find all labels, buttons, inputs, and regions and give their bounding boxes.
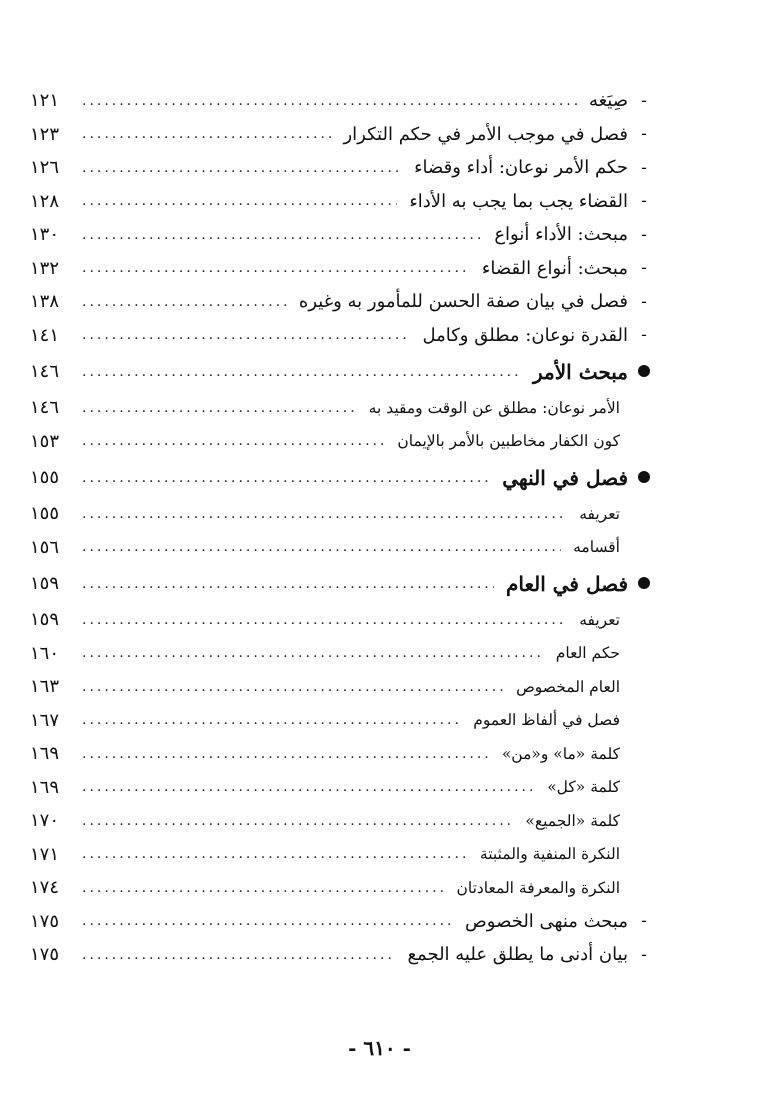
entry-page-number: ١٧٠ [30,810,60,832]
entry-page-number: ١٢٦ [30,157,60,179]
entry-title: القضاء يجب بما يجب به الأداء [409,190,628,212]
dot-leader [82,506,567,522]
entry-page-number: ١٧٤ [30,877,60,899]
entry-page-number: ١٥٥ [30,503,60,525]
toc-entry [30,458,660,497]
entry-marker: - [641,911,647,932]
entry-title: العام المخصوص [516,677,620,696]
dot-leader [82,947,395,963]
entry-title: النكرة المنفية والمثبتة [479,845,620,864]
dot-leader [82,539,561,555]
entry-page-number: ١٦٣ [30,676,60,698]
dot-leader [82,913,453,929]
toc-entry [30,319,660,353]
entry-marker: - [641,258,647,279]
entry-title: أقسامه [573,538,620,557]
toc-entry [30,804,660,838]
toc-entry [30,391,660,425]
dot-leader [82,294,287,310]
entry-title: الأمر نوعان: مطلق عن الوقت ومقيد به [368,398,620,417]
entry-page-number: ١٥٣ [30,430,60,452]
toc-entry [30,218,660,252]
toc-entry [30,84,660,118]
dot-leader [82,193,397,209]
entry-title: بيان أدنى ما يطلق عليه الجمع [407,944,628,966]
dot-leader [82,126,331,142]
entry-page-number: ١٢٣ [30,123,60,145]
dot-leader [82,612,567,628]
entry-title: كلمة «كل» [547,778,620,797]
dot-leader [82,813,513,829]
toc-entry [30,704,660,738]
entry-title: فصل في ألفاظ العموم [473,711,620,730]
dot-leader [82,712,461,728]
dot-leader [82,779,535,795]
entry-title: مبحث الأمر [533,359,628,384]
toc-entry [30,603,660,637]
entry-title: النكرة والمعرفة المعادتان [456,878,620,897]
entry-page-number: ١٧٥ [30,910,60,932]
entry-marker: - [641,124,647,145]
entry-title: صِيَغه [588,90,628,112]
entry-page-number: ١٦٩ [30,743,60,765]
toc-entry [30,905,660,939]
toc-entry [30,871,660,905]
dot-leader [82,846,468,862]
entry-title: كون الكفار مخاطبين بالأمر بالإيمان [397,432,620,451]
dot-leader [82,645,544,661]
entry-page-number: ١٤١ [30,324,60,346]
entry-title: كلمة «الجميع» [525,811,620,830]
entry-page-number: ١٥٦ [30,536,60,558]
entry-page-number: ١٣٠ [30,224,60,246]
dot-leader [82,746,490,762]
entry-title: القدرة نوعان: مطلق وكامل [422,324,628,346]
toc-entry [30,151,660,185]
dot-leader [82,327,410,343]
toc-entry [30,252,660,286]
entry-title: تعريفه [579,504,620,523]
entry-page-number: ١٦٠ [30,642,60,664]
bullet-dot [638,365,650,377]
entry-title: مبحث: أنواع القضاء [481,257,628,279]
dot-leader [82,433,385,449]
toc-entry [30,564,660,603]
entry-page-number: ١٤٦ [30,397,60,419]
dot-leader [82,260,470,276]
entry-title: مبحث منهى الخصوص [465,910,628,932]
entry-page-number: ١٥٥ [30,467,60,488]
bullet-dot [638,577,650,589]
entry-marker: - [641,157,647,178]
toc-entry [30,771,660,805]
toc-entry [30,737,660,771]
bullet-icon [628,362,660,382]
entry-page-number: ١٧١ [30,843,60,865]
dot-leader [82,880,444,896]
table-of-contents [30,84,660,1084]
dot-leader [82,160,402,176]
entry-marker: - [641,325,647,346]
toc-entry [30,185,660,219]
entry-page-number: ١٢٨ [30,190,60,212]
entry-page-number: ١٥٩ [30,609,60,631]
entry-marker: - [641,191,647,212]
bullet-icon [628,468,660,488]
toc-entry [30,637,660,671]
entry-page-number: ١٦٩ [30,776,60,798]
toc-entry [30,938,660,972]
entry-title: حكم العام [555,644,620,663]
entry-title: فصل في موجب الأمر في حكم التكرار [343,123,628,145]
entry-marker: - [641,224,647,245]
dot-leader [82,227,482,243]
dot-leader [82,679,504,695]
entry-title: حكم الأمر نوعان: أداء وقضاء [414,157,628,179]
bullet-dot [638,471,650,483]
toc-entry [30,531,660,565]
bullet-icon [628,574,660,594]
entry-page-number: ١٥٩ [30,573,60,594]
entry-title: فصل في العام [506,571,628,596]
entry-page-number: ١٧٥ [30,944,60,966]
toc-entry [30,118,660,152]
entry-page-number: ١٣٢ [30,257,60,279]
entry-page-number: ١٦٧ [30,709,60,731]
toc-entry [30,285,660,319]
toc-entry [30,352,660,391]
entry-title: تعريفه [579,610,620,629]
entry-page-number: ١٣٨ [30,291,60,313]
entry-marker: - [641,90,647,111]
entry-page-number: ١٤٦ [30,361,60,382]
toc-entry [30,497,660,531]
entry-title: فصل في النهي [502,465,628,490]
entry-marker: - [641,291,647,312]
dot-leader [82,470,490,486]
toc-entry [30,670,660,704]
dot-leader [82,400,357,416]
dot-leader [82,93,577,109]
entry-title: كلمة «ما» و«من» [501,744,620,763]
entry-title: مبحث: الأداء أنواع [494,224,628,246]
toc-entry [30,425,660,459]
page-number-footer: - ٦١٠ - [348,1036,411,1060]
dot-leader [82,364,521,380]
dot-leader [82,576,494,592]
entry-title: فصل في بيان صفة الحسن للمأمور به وغيره [298,291,628,313]
entry-marker: - [641,944,647,965]
toc-entry [30,838,660,872]
entry-page-number: ١٢١ [30,90,60,112]
